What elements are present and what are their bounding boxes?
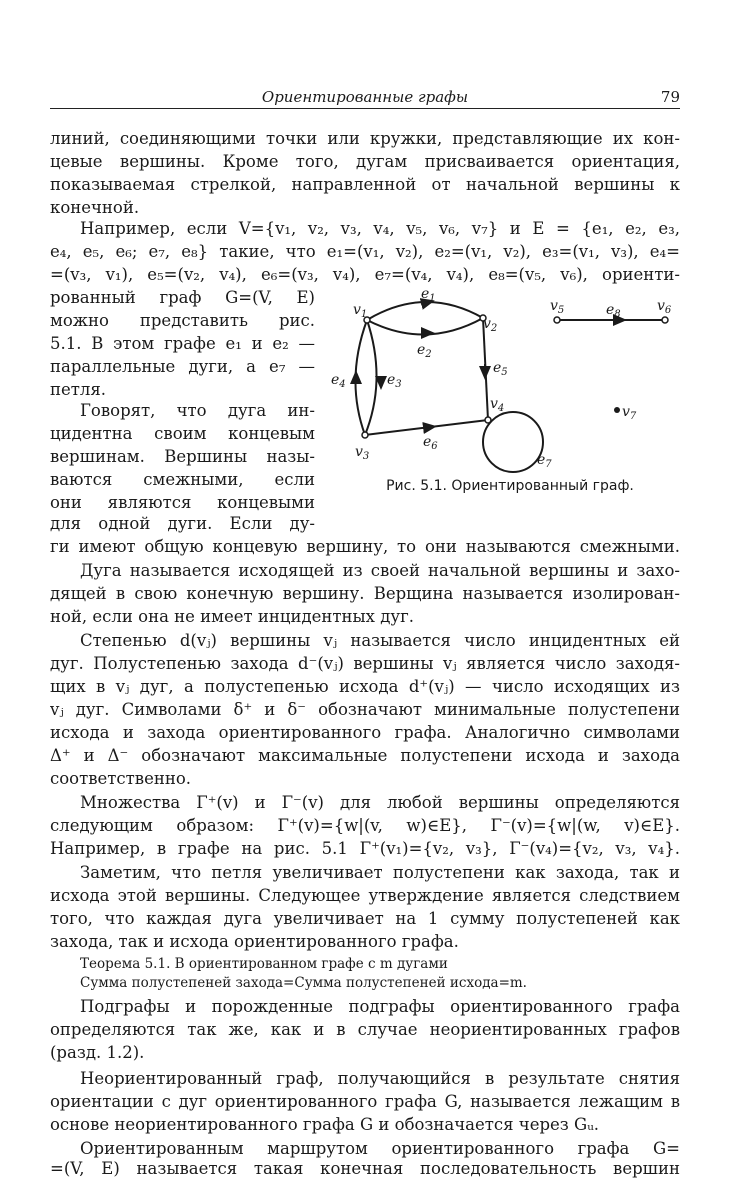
theorem-line: Сумма полустепеней захода=Сумма полустепеней исхода=m. [80,975,527,991]
vertex-v3 [362,432,368,438]
text-line: соответственно. [50,769,192,788]
vertex-v5 [554,317,560,323]
text-line: (разд. 1.2). [50,1043,145,1062]
text-line: ориентации с дуг ориентированного графа G, называется лежащим в [50,1092,680,1111]
text-line: дящей в свою конечную вершину. Верщина называется изолирован- [50,584,680,603]
text-line: Например, в графе на рис. 5.1 Γ⁺(v₁)={v₂, v₃}, Γ⁻(v₄)={v₂, v₃, v₄}. [50,839,680,858]
edge-e3 [365,320,377,435]
text-line: линий, соединяющими точки или кружки, представляющие их кон- [50,129,680,148]
label-v1: $v_1$ [353,302,368,320]
text-line: Подграфы и порожденные подграфы ориентированного графа [80,997,680,1016]
label-e7: $e_7$ [537,452,552,470]
text-line: для одной дуги. Если ду- [50,514,315,533]
edge-e4 [355,320,367,435]
label-e8: $e_8$ [606,302,621,320]
text-line: исхода и захода ориентированного графа. Аналогично символами [50,723,680,742]
text-line: Ориентированным маршрутом ориентированного графа G= [80,1139,680,1158]
label-v6: $v_6$ [657,298,672,316]
running-header [50,88,680,109]
label-v7: $v_7$ [622,404,637,422]
text-line: vⱼ дуг. Символами δ⁺ и δ⁻ обозначают минимальные полустепени [50,700,680,719]
label-e3: $e_3$ [387,372,402,390]
text-line: ваются смежными, если [50,470,315,489]
vertex-v7 [614,407,620,413]
figure-caption: Рис. 5.1. Ориентированный граф. [386,478,634,494]
text-line: e₄, e₅, e₆; e₇, e₈} такие, что e₁=(v₁, v₂), e₂=(v₁, v₂), e₃=(v₁, v₃), e₄= [50,242,680,261]
text-line: рованный граф G=(V, E) [50,288,315,307]
text-line: они являются концевыми [50,493,315,512]
vertex-v6 [662,317,668,323]
text-line: вершинам. Вершины назы- [50,447,315,466]
edge-e1 [367,302,483,320]
text-line: 5.1. В этом графе e₁ и e₂ — [50,334,315,353]
label-e6: $e_6$ [423,434,438,452]
label-v2: $v_2$ [483,316,498,334]
text-line: исхода этой вершины. Следующее утверждение является следствием [50,886,680,905]
page-number: 79 [660,88,680,106]
text-line: конечной. [50,198,140,217]
text-line: Дуга называется исходящей из своей начальной вершины и захо- [80,561,680,580]
vertex-v4 [485,417,491,423]
text-line: цидентна своим концевым [50,424,315,443]
text-line: следующим образом: Γ⁺(v)={w|(v, w)∈E}, Γ⁻(v)={w|(w, v)∈E}. [50,816,680,835]
text-line: щих в vⱼ дуг, а полустепенью исхода d⁺(vⱼ) — число исходящих из [50,677,680,696]
text-line: показываемая стрелкой, направленной от начальной вершины к [50,175,680,194]
directed-graph-figure [325,280,685,485]
text-line: ги имеют общую концевую вершину, то они называются смежными. [50,537,680,556]
text-line: Δ⁺ и Δ⁻ обозначают максимальные полустепени исхода и захода [50,746,680,765]
text-line: Степенью d(vⱼ) вершины vⱼ называется число инцидентных ей [80,631,680,650]
label-e2: $e_2$ [417,342,432,360]
label-e1: $e_1$ [421,286,436,304]
label-v5: $v_5$ [550,298,565,316]
text-line: Неориентированный граф, получающийся в результате снятия [80,1069,680,1088]
text-line: можно представить рис. [50,311,315,330]
text-line: цевые вершины. Кроме того, дугам присваивается ориентация, [50,152,680,171]
text-line: Например, если V={v₁, v₂, v₃, v₄, v₅, v₆, v₇} и E = {e₁, e₂, e₃, [80,219,680,238]
label-e5: $e_5$ [493,360,508,378]
text-line: Говорят, что дуга ин- [80,401,315,420]
theorem-line: Теорема 5.1. В ориентированном графе с m дугами [80,956,448,972]
text-line: захода, так и исхода ориентированного графа. [50,932,459,951]
text-line: ной, если она не имеет инцидентных дуг. [50,607,414,626]
label-v3: $v_3$ [355,444,370,462]
edge-e7-loop [483,412,543,472]
text-line: того, что каждая дуга увеличивает на 1 сумму полустепеней как [50,909,680,928]
text-line: Множества Γ⁺(v) и Γ⁻(v) для любой вершины определяются [80,793,680,812]
text-line: основе неориентированного графа G и обозначается через Gᵤ. [50,1115,600,1134]
edge-e6-arrow [423,427,431,428]
text-line: Заметим, что петля увеличивает полустепени как захода, так и [80,863,680,882]
label-v4: $v_4$ [490,396,505,414]
text-line: параллельные дуги, а e₇ — [50,357,315,376]
text-line: петля. [50,380,107,399]
text-line: =(v₃, v₁), e₅=(v₂, v₄), e₆=(v₃, v₄), e₇=(v₄, v₄), e₈=(v₅, v₆), ориенти- [50,265,680,284]
text-line: дуг. Полустепенью захода d⁻(vⱼ) вершины vⱼ является число заходя- [50,654,680,673]
text-line: определяются так же, как и в случае неориентированных графов [50,1020,680,1039]
label-e4: $e_4$ [331,372,346,390]
text-line: =(V, E) называется такая конечная последовательность вершин [50,1159,680,1178]
running-title: Ориентированные графы [261,88,469,106]
